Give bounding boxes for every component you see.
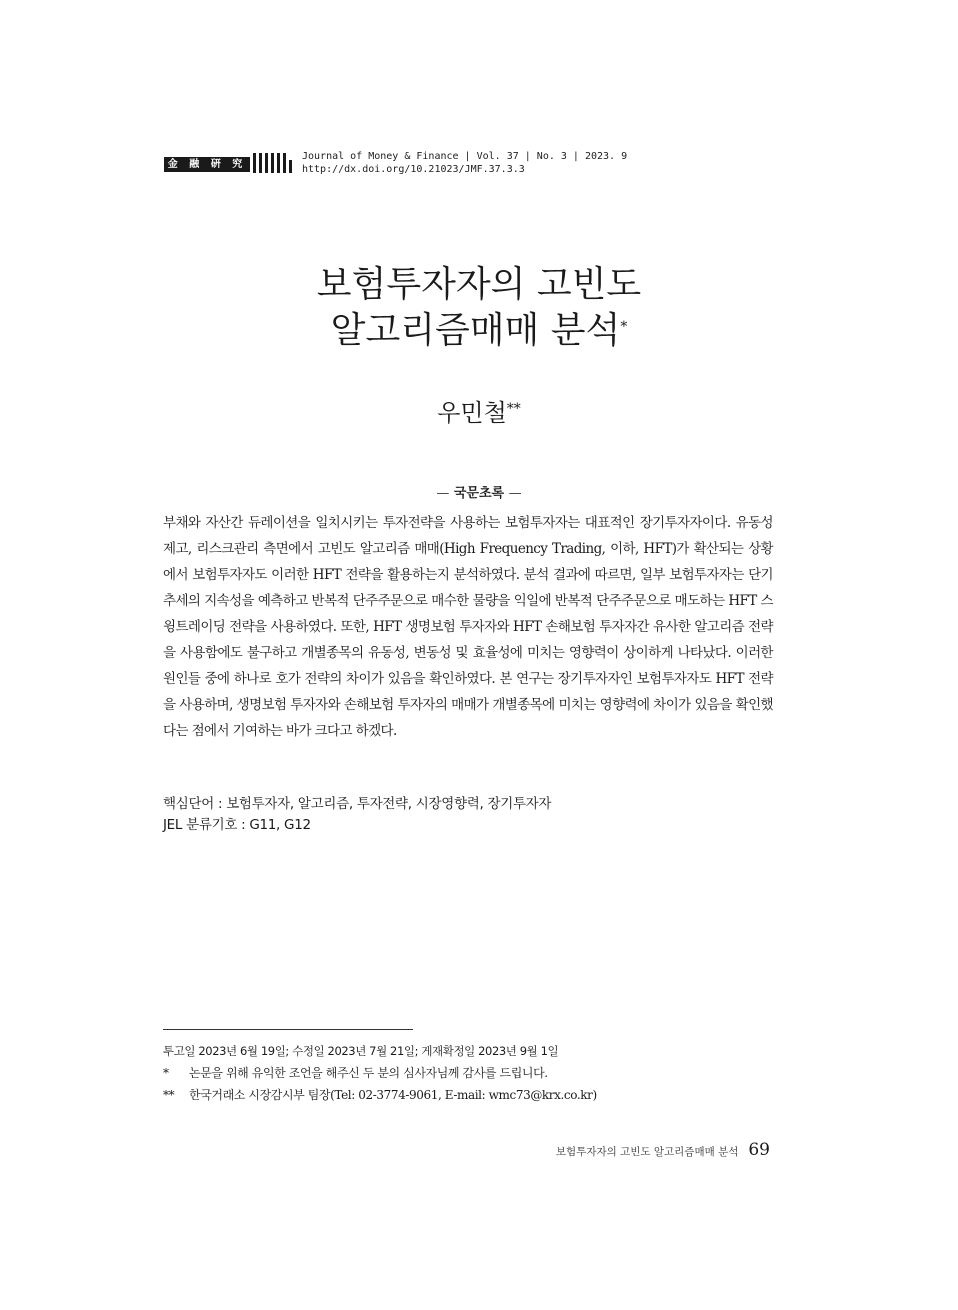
keywords: 핵심단어 : 보험투자자, 알고리즘, 투자전략, 시장영향력, 장기투자자 xyxy=(163,796,552,812)
paper-title xyxy=(0,262,958,354)
footnote-1-text: 논문을 위해 유익한 조언을 해주신 두 분의 심사자님께 감사를 드립니다. xyxy=(189,1066,548,1080)
doi-link[interactable]: http://dx.doi.org/10.21023/JMF.37.3.3 xyxy=(302,164,525,175)
author xyxy=(0,398,958,428)
title-line-2: 알고리즘매매 분석 xyxy=(330,310,621,351)
heading-dash-left: — xyxy=(436,486,450,501)
footnote-2-mark: ** xyxy=(163,1088,175,1102)
abstract-heading xyxy=(0,482,958,501)
author-footnote-mark: ** xyxy=(506,401,521,417)
keywords-block xyxy=(163,794,551,836)
page-number: 69 xyxy=(748,1140,770,1160)
title-line-1: 보험투자자의 고빈도 xyxy=(316,264,642,305)
journal-citation: Journal of Money & Finance | Vol. 37 | No. 3 | 2023. 9 xyxy=(302,151,628,162)
footnote-1-mark: * xyxy=(163,1066,169,1080)
jel-codes: JEL 분류기호 : G11, G12 xyxy=(163,817,311,833)
footnote-1 xyxy=(163,1062,597,1084)
heading-dash-right: — xyxy=(508,486,522,501)
running-title: 보험투자자의 고빈도 알고리즘매매 분석 xyxy=(555,1146,739,1158)
journal-badge: 金 融 硏 究 xyxy=(164,157,250,172)
author-name: 우민철 xyxy=(437,399,507,427)
footnote-2 xyxy=(163,1084,597,1106)
abstract-body: 부채와 자산간 듀레이션을 일치시키는 투자전략을 사용하는 보험투자자는 대표적인 장기투자자이다. 유동성 제고, 리스크관리 측면에서 고빈도 알고리즘 매매(High Frequency Trading, 이하, HFT)가 확산되는 상황에서 보험투자자도 이러한 HFT 전략을 활용하는지 분석하였다. 분석 결과에 따르면, 일부 보험투자자는 단기추세의 지속성을 예측하고 반복적 단주주문으로 매수한 물량을 익일에 반복적 단주주문으로 매도하는 HFT 스윙트레이딩 전략을 사용하였다. 또한, HFT 생명보험 투자자와 HFT 손해보험 투자자간 유사한 알고리즘 전략을 사용함에도 불구하고 개별종목의 유동성, 변동성 및 효율성에 미치는 영향력이 상이하게 나타났다. 이러한 원인들 중에 하나로 호가 전략의 차이가 있음을 확인하였다. 본 연구는 장기투자자인 보험투자자도 HFT 전략을 사용하며, 생명보험 투자자와 손해보험 투자자의 매매가 개별종목에 미치는 영향력에 차이가 있음을 확인했다는 점에서 기여하는 바가 크다고 하겠다. xyxy=(163,515,773,739)
running-footer xyxy=(556,1140,770,1160)
title-footnote-mark: * xyxy=(620,319,628,335)
footnote-divider xyxy=(163,1029,413,1030)
footnote-2-text: 한국거래소 시장감시부 팀장(Tel: 02-3774-9061, E-mail: wmc73@krx.co.kr) xyxy=(189,1088,597,1102)
abstract-heading-text: 국문초록 xyxy=(453,486,505,501)
journal-badge-bars xyxy=(253,153,292,173)
footnotes xyxy=(163,1040,597,1106)
submission-dates: 투고일 2023년 6월 19일; 수정일 2023년 7월 21일; 게재확정일 2023년 9월 1일 xyxy=(163,1044,559,1058)
journal-citation-block xyxy=(302,150,627,176)
